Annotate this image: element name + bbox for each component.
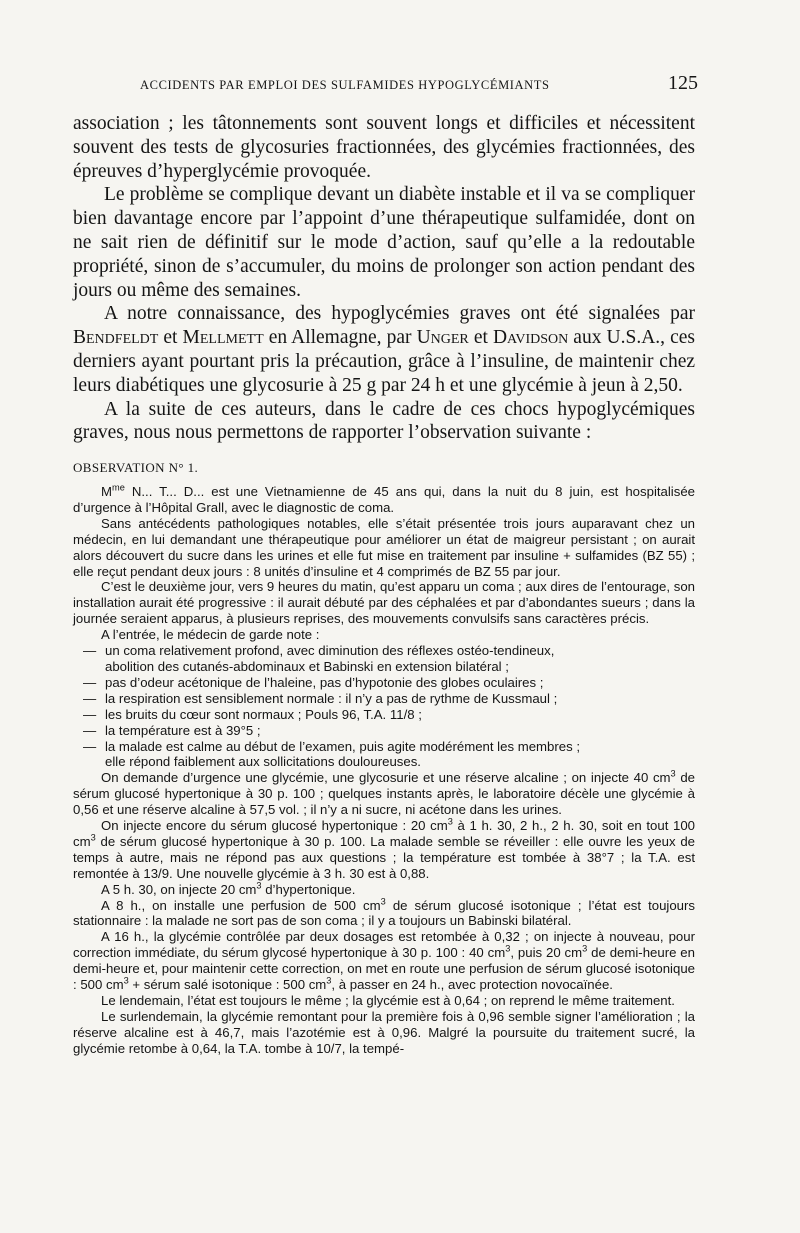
author-name: Davidson (492, 327, 569, 349)
observation-paragraph: A l’entrée, le médecin de garde note : (101, 627, 320, 643)
observation-body (73, 484, 695, 1057)
running-title: ACCIDENTS PAR EMPLOI DES SULFAMIDES HYPOGLYCÉMIANTS (140, 78, 550, 92)
observation-paragraph: A 5 h. 30, on injecte 20 $cm^3$ d’hypertonique. (101, 880, 356, 897)
observation-paragraph: $M^{me}$ N... T... D... est une Vietnamienne de 45 ans qui, dans la nuit du 8 juin, est hospitalisée d’urgence à l’Hôpital Grall, avec le diagnostic de coma. (73, 482, 695, 515)
author-name: Unger (416, 327, 469, 349)
list-item: — les bruits du cœur sont normaux ; Pouls 96, T.A. 11/8 ; (83, 706, 422, 722)
observation-paragraph: Le lendemain, l’état est toujours le même ; la glycémie est à 0,64 ; on reprend le même traitement. (101, 993, 675, 1008)
list-item: — la respiration est sensiblement normale : il n’y a pas de rythme de Kussmaul ; (83, 690, 558, 706)
observation-paragraph: Sans antécédents pathologiques notables, elle s’était présentée trois jours auparavant chez un médecin, en lui demandant une thérapeutique pour améliorer un état de maigreur persistant ; on aurait alors découvert du sucre dans les urines et elle fut mise en traitement par insuline + sulfamides (BZ 55) ; elle reçut pendant deux jours : 8 unités d’insuline et 4 comprimés de BZ 55 par jour. (73, 515, 695, 579)
list-item: — la malade est calme au début de l’examen, puis agite modérément les membres ; elle répond faiblement aux sollicitations douloureuses. (83, 738, 580, 770)
list-item: — la température est à 39°5 ; (83, 722, 261, 738)
author-name: Mellmett (182, 327, 264, 349)
observation-paragraph: Le surlendemain, la glycémie remontant pour la première fois à 0,96 semble signer l’amélioration ; la réserve alcaline est à 46,7, mais l’azotémie est à 0,96. Malgré la poursuite du traitement sucré, la glycémie retombe à 0,64, la T.A. tombe à 10/7, la tempé- (73, 1008, 695, 1056)
list-item: — pas d’odeur acétonique de l’haleine, pas d’hypotonie des globes oculaires ; (83, 674, 544, 690)
page-number: 125 (668, 72, 698, 94)
observation-paragraph: C’est le deuxième jour, vers 9 heures du matin, qu’est apparu un coma ; aux dires de l’entourage, son installation aurait été progressive : il aurait débuté par des céphalées et par d’abondantes sueurs ; dans la journée seraient apparus, à plusieurs reprises, des mouvements convulsifs sans caractères précis. (73, 579, 695, 627)
intro-text (73, 112, 695, 445)
intro-paragraph: A la suite de ces auteurs, dans le cadre de ces chocs hypoglycémiques graves, nous nous permettons de rapporter l’observation suivante : (73, 398, 695, 444)
observation-paragraph: On demande d’urgence une glycémie, une glycosurie et une réserve alcaline ; on injecte 40 $cm^3$ de sérum glucosé hypertonique à 30 p. 100 ; quelques instants après, le laboratoire décèle une glycémie à 0,56 et une réserve alcaline à 57,5 vol. ; il n’y a ni sucre, ni acétone dans les urines. (73, 768, 695, 818)
running-header (118, 72, 698, 96)
observation-paragraph: A 16 h., la glycémie contrôlée par deux dosages est retombée à 0,32 ; on injecte à nouveau, pour correction immédiate, du sérum glycosé hypertonique à 30 p. 100 : 40 $cm^3$, puis 20 $cm^3$ de demi-heure en demi-heure et, pour maintenir cette correction, on met en route une perfusion de sérum glucosé isotonique : 500 $cm^3$ + sérum salé isotonique : 500 $cm^3$, à passer en 24 h., avec protection novocaïnée. (73, 929, 695, 993)
author-name: Bendfeldt (73, 327, 159, 349)
intro-paragraph: association ; les tâtonnements sont souvent longs et difficiles et nécessitent souvent des tests de glycosuries fractionnées, des glycémies fractionnées, des épreuves d’hyperglycémie provoquée. (73, 113, 695, 182)
observation-heading: OBSERVATION N° 1. (73, 460, 199, 475)
findings-list (73, 643, 695, 770)
intro-paragraph-authors: A notre connaissance, des hypoglycémies graves ont été signalées par Bendfeldt et Mellmett en Allemagne, par Unger et Davidson aux U.S.A., ces derniers ayant pourtant pris la précaution, grâce à l’insuline, de maintenir chez leurs diabétiques une glycosurie à 25 g par 24 h et une glycémie à jeun à 2,50. (73, 303, 695, 396)
list-item: — un coma relativement profond, avec diminution des réflexes ostéo-tendineux, abolition des cutanés-abdominaux et Babinski en extension bilatéral ; (83, 643, 555, 674)
intro-paragraph: Le problème se complique devant un diabète instable et il va se compliquer bien davantage encore par l’appoint d’une thérapeutique sulfamidée, dont on ne sait rien de définitif sur le mode d’action, sauf qu’elle a la redoutable propriété, sinon de s’accumuler, du moins de prolonger son action pendant des jours ou même des semaines. (73, 184, 695, 301)
observation-paragraph: On injecte encore du sérum glucosé hypertonique : 20 $cm^3$ à 1 h. 30, 2 h., 2 h. 30, soit en tout 100 $cm^3$ de sérum glucosé hypertonique à 30 p. 100. La malade semble se réveiller : elle ouvre les yeux de temps à autre, mais ne répond pas aux questions ; la température est tombée à 38°7 ; la T.A. est remontée à 13/9. Une nouvelle glycémie à 3 h. 30 est à 0,88. (73, 816, 696, 881)
observation-paragraph: A 8 h., on installe une perfusion de 500 $cm^3$ de sérum glucosé isotonique ; l’état est toujours stationnaire : la malade ne sort pas de son coma ; il y a toujours un Babinski bilatéral. (73, 896, 695, 929)
